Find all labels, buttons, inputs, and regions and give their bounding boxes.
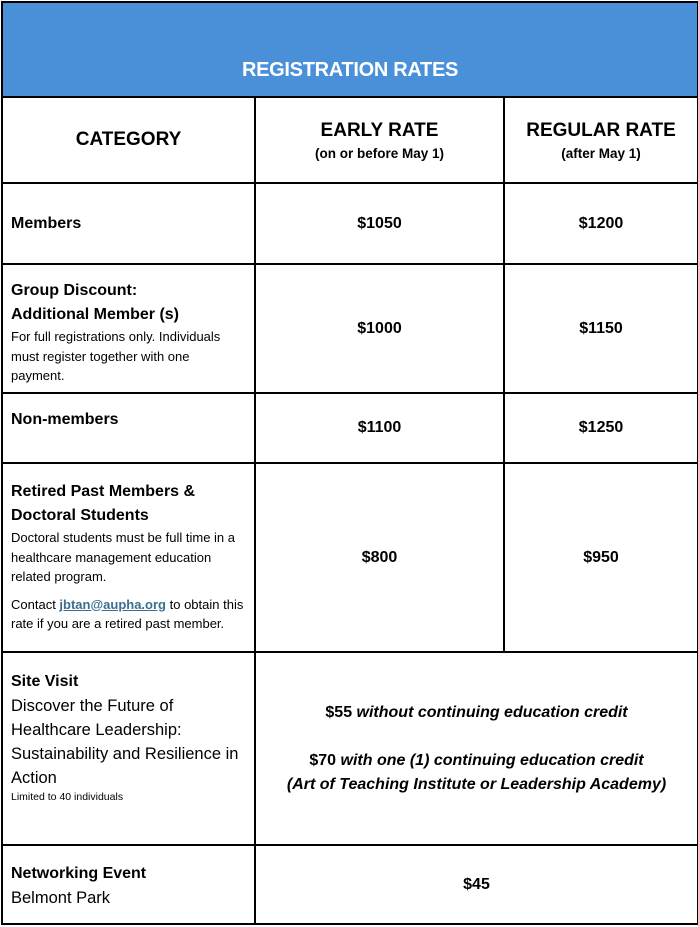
category-subtitle: Belmont Park	[11, 889, 111, 907]
table-row	[2, 652, 698, 845]
table-row	[2, 393, 698, 463]
price-option-1: $55 without continuing education credit	[325, 703, 628, 721]
regular-price: $1200	[504, 183, 698, 264]
table-title: REGISTRATION RATES	[241, 59, 459, 81]
table-row	[2, 183, 698, 264]
site-visit-price	[255, 652, 698, 845]
contact-note: Contact jbtan@aupha.org to obtain this rate if you are a retired past member.	[11, 596, 244, 631]
table-row	[2, 463, 698, 652]
registration-rates-table	[1, 1, 698, 925]
header-row	[2, 97, 698, 183]
early-price: $1100	[255, 393, 504, 463]
category-cell	[2, 183, 255, 264]
category-title: Non-members	[11, 411, 119, 428]
networking-price: $45	[255, 845, 698, 924]
early-price: $1050	[255, 183, 504, 264]
regular-price: $1150	[504, 264, 698, 393]
category-note: Doctoral students must be full time in a healthcare management education related program.	[11, 530, 235, 584]
category-title: Members	[11, 215, 82, 232]
price-option-2: $70 with one (1) continuing education credit	[309, 751, 644, 769]
category-title: Doctoral Students	[11, 507, 149, 524]
category-cell	[2, 845, 255, 924]
category-limit: Limited to 40 individuals	[11, 791, 124, 803]
category-title: Group Discount:	[11, 282, 138, 299]
category-cell	[2, 393, 255, 463]
email-link[interactable]: jbtan@aupha.org	[59, 596, 166, 612]
table-row	[2, 264, 698, 393]
header-early-rate: EARLY RATE (on or before May 1)	[255, 97, 504, 183]
category-title: Site Visit	[11, 673, 79, 690]
category-cell	[2, 264, 255, 393]
header-regular-rate: REGULAR RATE (after May 1)	[504, 97, 698, 183]
category-cell	[2, 652, 255, 845]
category-title: Networking Event	[11, 865, 147, 882]
category-subtitle: Discover the Future of Healthcare Leadership: Sustainability and Resilience in Action	[11, 697, 239, 787]
table-row	[2, 845, 698, 924]
category-title: Retired Past Members &	[11, 483, 196, 500]
title-banner	[2, 2, 698, 97]
category-title: Additional Member (s)	[11, 306, 180, 323]
price-option-2-note: (Art of Teaching Institute or Leadership Academy)	[286, 775, 667, 793]
category-note: For full registrations only. Individuals must register together with one payment.	[11, 329, 221, 383]
early-price: $1000	[255, 264, 504, 393]
regular-price: $950	[504, 463, 698, 652]
category-cell	[2, 463, 255, 652]
header-category: CATEGORY	[2, 97, 255, 183]
early-price: $800	[255, 463, 504, 652]
regular-price: $1250	[504, 393, 698, 463]
